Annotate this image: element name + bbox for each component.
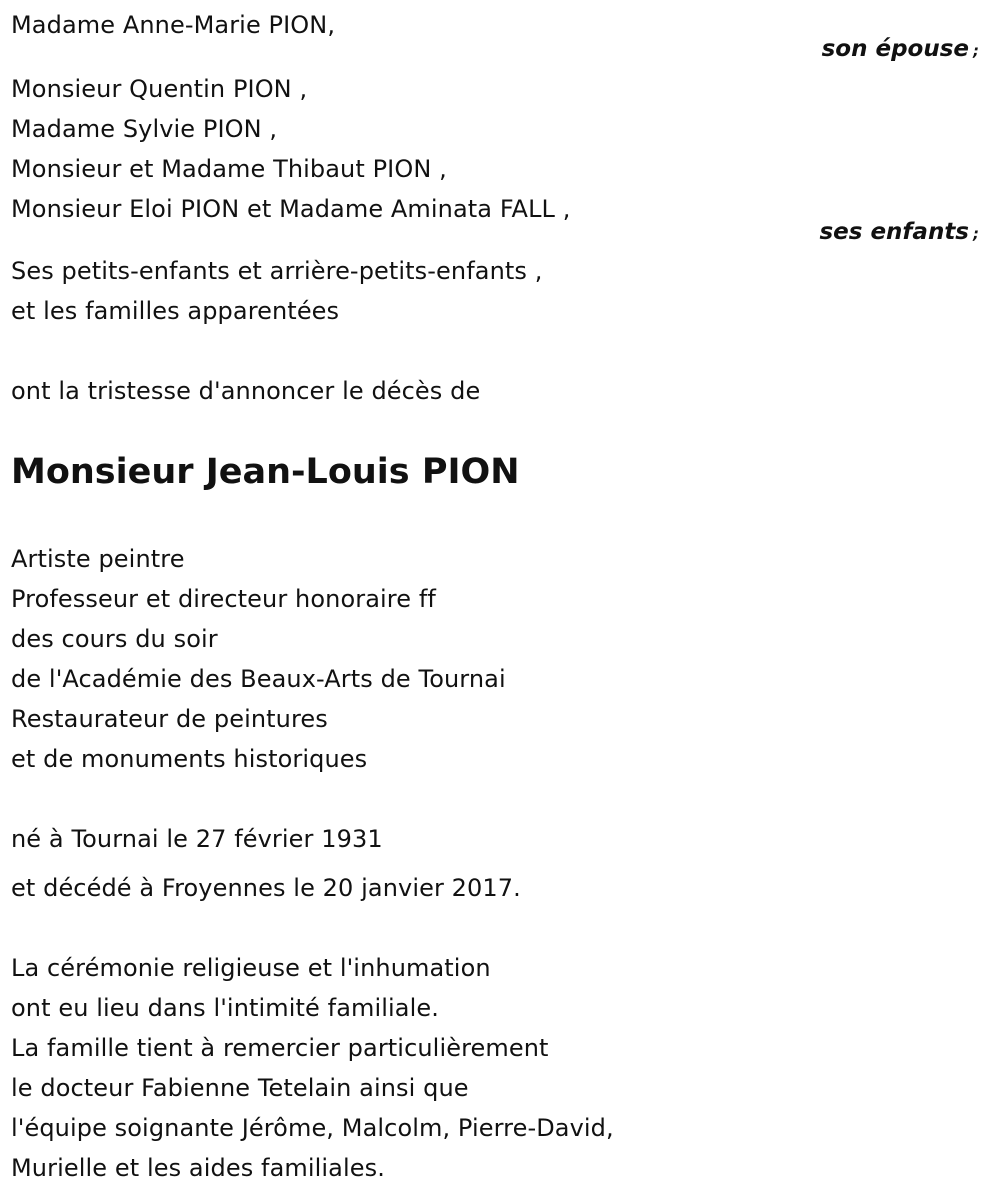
family-line: Ses petits-enfants et arrière-petits-enfants ,: [11, 257, 543, 285]
children-role-separator: ;: [973, 225, 979, 243]
birth-date: né à Tournai le 27 février 1931: [11, 825, 383, 853]
child-line: Monsieur et Madame Thibaut PION ,: [11, 155, 447, 183]
closing-line: ont eu lieu dans l'intimité familiale.: [11, 994, 439, 1022]
children-role-label: ses enfants: [819, 219, 969, 245]
children-role: [819, 217, 979, 249]
closing-line: La cérémonie religieuse et l'inhumation: [11, 954, 491, 982]
title-line: Artiste peintre: [11, 545, 185, 573]
closing-line: La famille tient à remercier particulièrement: [11, 1034, 549, 1062]
child-line: Monsieur Eloi PION et Madame Aminata FALL ,: [11, 195, 571, 223]
closing-line: l'équipe soignante Jérôme, Malcolm, Pierre-David,: [11, 1114, 614, 1142]
family-line: et les familles apparentées: [11, 297, 340, 325]
spouse-role: [822, 34, 979, 66]
child-line: Monsieur Quentin PION ,: [11, 75, 308, 103]
child-line: Madame Sylvie PION ,: [11, 115, 278, 143]
title-line: Restaurateur de peintures: [11, 705, 328, 733]
spouse-role-separator: ;: [973, 42, 979, 60]
spouse-name: Madame Anne-Marie PION,: [11, 11, 336, 39]
title-line: Professeur et directeur honoraire ff: [11, 585, 436, 613]
death-date: et décédé à Froyennes le 20 janvier 2017.: [11, 874, 521, 902]
spouse-role-label: son épouse: [821, 36, 969, 62]
title-line: et de monuments historiques: [11, 745, 368, 773]
title-line: de l'Académie des Beaux-Arts de Tournai: [11, 665, 506, 693]
closing-line: le docteur Fabienne Tetelain ainsi que: [11, 1074, 469, 1102]
announcement-text: ont la tristesse d'annoncer le décès de: [11, 377, 481, 405]
deceased-name: Monsieur Jean-Louis PION: [11, 452, 520, 492]
title-line: des cours du soir: [11, 625, 218, 653]
closing-line: Murielle et les aides familiales.: [11, 1154, 385, 1182]
